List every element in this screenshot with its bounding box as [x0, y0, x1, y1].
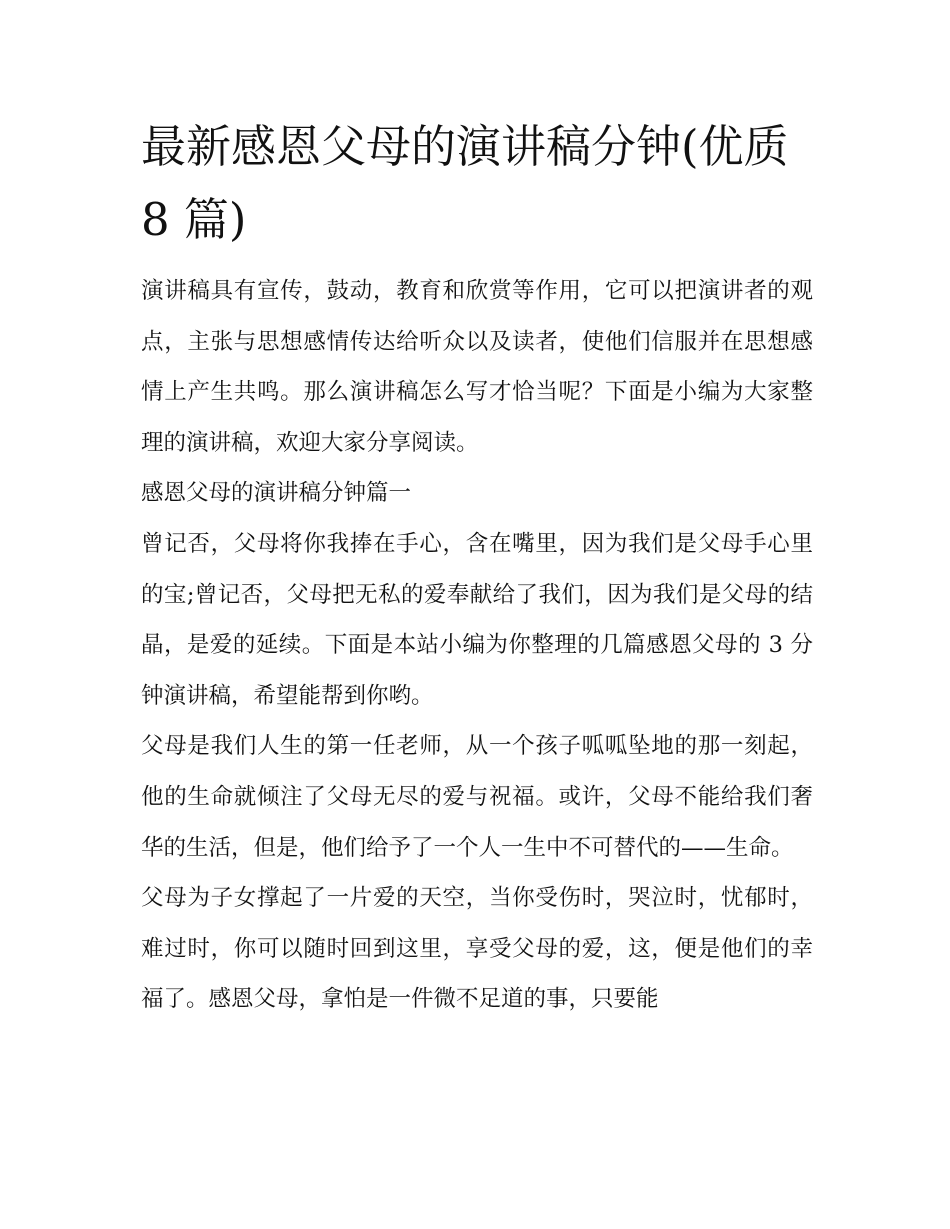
body-paragraph-2: 父母是我们人生的第一任老师，从一个孩子呱呱坠地的那一刻起，他的生命就倾注了父母无尽的爱与祝福。或许，父母不能给我们奢华的生活，但是，他们给予了一个人一生中不可替代的——生命。 — [141, 733, 813, 861]
body-paragraph-1: 曾记否，父母将你我捧在手心，含在嘴里，因为我们是父母手心里的宝;曾记否，父母把无私的爱奉献给了我们，因为我们是父母的结晶，是爱的延续。下面是本站小编为你整理的几篇感恩父母的 3 分钟演讲稿，希望能帮到你哟。 — [141, 530, 813, 709]
document-title: 最新感恩父母的演讲稿分钟(优质 8 篇) — [141, 120, 789, 246]
document-content — [141, 110, 813, 1025]
intro-paragraph: 演讲稿具有宣传，鼓动，教育和欣赏等作用，它可以把演讲者的观点，主张与思想感情传达给听众以及读者，使他们信服并在思想感情上产生共鸣。那么演讲稿怎么写才恰当呢？下面是小编为大家整理的演讲稿，欢迎大家分享阅读。 — [141, 278, 813, 456]
section-heading: 感恩父母的演讲稿分钟篇一 — [141, 480, 412, 507]
body-paragraph-3: 父母为子女撑起了一片爱的天空，当你受伤时，哭泣时，忧郁时，难过时，你可以随时回到这里，享受父母的爱，这，便是他们的幸福了。感恩父母，拿怕是一件微不足道的事，只要能 — [141, 885, 813, 1013]
